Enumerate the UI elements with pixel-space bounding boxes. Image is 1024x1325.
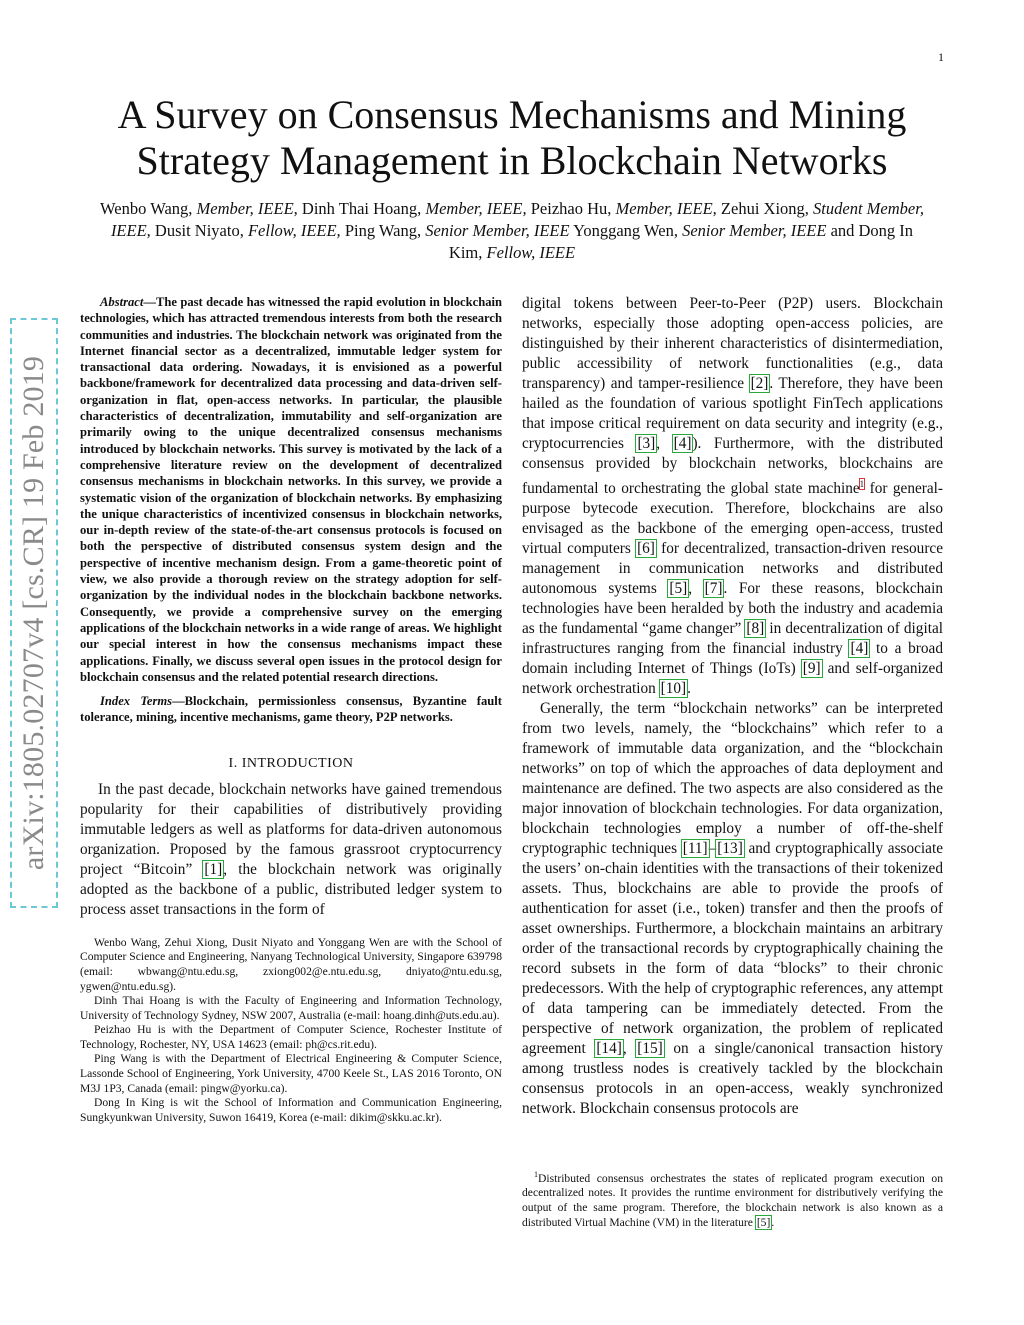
author-name: Ping Wang, [344,221,422,240]
body-text: for decentralized, transaction-driven resource management in communication networks and distributed autonomous systems [522,540,943,598]
author-name: Dinh Thai Hoang, [301,199,422,218]
intro-paragraph [80,780,502,920]
body-text: Generally, the term “blockchain networks” can be interpreted from two levels, namely, the “blockchains” which refer to a framework of immutable data organization, and the “blockchain networks” on top of which the approaches of data deployment and maintenance are defined. The two aspects are also considered as the major innovation of blockchain technologies. For data organization, blockchain technologies employ a number of off-the-shelf cryptographic techniques [522,700,943,858]
citation-link[interactable]: [4] [850,640,869,658]
author-name: and Dong In Kim, [448,221,914,262]
author-affiliations [80,936,502,1126]
citation-link[interactable]: [9] [802,660,821,678]
citation-link[interactable]: [7] [704,580,723,598]
right-column [522,294,943,1119]
footnote-mark: 1 [534,1170,538,1179]
section-heading-introduction: I. INTRODUCTION [228,755,354,771]
author-list [100,198,924,264]
intro-text: In the past decade, blockchain networks have gained tremendous popularity for their capabilities of distributively providing immutable ledgers as well as platforms for data-driven autonomous organization. Proposed by the famous grassroot cryptocurrency project “Bitcoin” [80,780,502,878]
citation-link[interactable]: [13] [717,840,743,858]
author-role: Student Member, IEEE, [110,199,924,240]
author-role: Senior Member, IEEE [682,221,827,240]
body-text: . For these reasons, blockchain technologies have been heralded by both the industry and academia as the fundamental “game changer” [522,580,943,638]
left-column [80,294,502,1125]
citation-link[interactable]: [5] [669,580,688,598]
author-name: Wenbo Wang, [100,199,193,218]
author-name: Yonggang Wen, [573,221,678,240]
body-text: , [656,435,673,452]
citation-link[interactable]: [10] [660,680,687,698]
arxiv-identifier-stamp[interactable] [10,318,58,908]
body-text: . Therefore, they have been hailed as the foundation of various spotlight FinTech applications that impose critical requirement on data security and integrity (e.g., cryptocurrencies [522,375,943,452]
author-role: Senior Member, IEEE [425,221,570,240]
citation-link[interactable]: [1] [204,860,223,878]
body-text: to a broad domain including Internet of Things (IoTs) [522,640,943,678]
body-text: on a single/canonical transaction history among trustless nodes is creatively tackled by the blockchain consensus protocols in an open-access, weakly synchronized network. Blockchain consensus protocols are [522,1040,943,1118]
citation-link[interactable]: [5] [756,1215,771,1229]
citation-link[interactable]: [2] [750,375,769,392]
citation-link[interactable]: [3] [637,435,656,452]
affiliation-note: Peizhao Hu is with the Department of Computer Science, Rochester Institute of Technology, Rochester, NY, USA 14623 (email: ph@cs.rit.edu). [80,1023,502,1051]
body-text: ). Furthermore, with the distributed consensus provided by blockchain networks, blockchains are fundamental to orchestrating the global state machine [522,435,943,498]
footnote-body: Distributed consensus orchestrates the states of replicated program execution on decentralized notes. It provides the runtime environment for distributively verifying the output of the same program. Therefore, the blockchain network is also known as a distributed Virtual Machine (VM) in the literature [522,1171,943,1229]
affiliation-note: Dong In King is wit the School of Information and Communication Engineering, Sungkyunkwan University, Suwon 16419, Korea (e-mail: dikim@skku.ac.kr). [80,1096,502,1124]
author-name: Zehui Xiong, [720,199,809,218]
index-terms [80,693,502,726]
author-role: Member, IEEE, [196,199,298,218]
author-role: Fellow, IEEE, [247,221,341,240]
body-text: in decentralization of digital infrastructures ranging from the financial industry [522,620,943,658]
body-text: and self-organized network orchestration [522,660,943,698]
body-text: – [708,840,717,858]
arxiv-identifier-text: arXiv:1805.02707v4 [cs.CR] 19 Feb 2019 [17,355,50,871]
author-role: Fellow, IEEE [486,243,576,262]
abstract-text: —The past decade has witnessed the rapid evolution in blockchain technologies, which has attracted tremendous interests from both the research communities and industries. The blockchain network was originated from the Internet financial sector as a decentralized, immutable ledger system for transactional data ordering. Nowadays, it is envisioned as a powerful backbone/framework for decentralized data processing and data-driven self-organization in flat, open-access networks. In particular, the plausible characteristics of decentralization, immutability and self-organization are primarily owing to the unique decentralized consensus mechanisms introduced by blockchain networks. This survey is motivated by the lack of a comprehensive literature review on the development of decentralized consensus mechanisms in blockchain networks. In this survey, we provide a systematic vision of the organization of blockchain networks. By emphasizing the unique characteristics of incentivized consensus in blockchain networks, our in-depth review of the state-of-the-art consensus protocols is focused on both the perspective of distributed consensus system design and the perspective of incentive mechanism design. From a game-theoretic point of view, we also provide a thorough review on the strategy adoption for self-organization by the individual nodes in the blockchain backbone networks. Consequently, we provide a comprehensive survey on the emerging applications of the blockchain networks in a wide range of areas. We highlight our special interest in how the consensus mechanisms impact these applications. Finally, we discuss several open issues in the protocol design for blockchain consensus and the related potential research directions. [80,295,502,684]
index-terms-label: Index Terms [100,694,173,709]
body-text: and cryptographically associate the users’ on-chain identities with the transactions of their tokenized assets. Thus, blockchains are able to provide the proofs of authentication for asset (i.e., token) transfer and then the proofs of asset ownerships. Furthermore, a blockchain maintains an arbitrary order of the transactional records by cryptographically chaining the record subsets in the form of data “blocks” to their chronic predecessors. With the help of cryptographic references, any attempt of data tampering can be immediately detected. From the perspective of network organization, the problem of replicated agreement [522,840,944,1058]
citation-link[interactable]: [11] [682,840,708,858]
affiliation-note: Dinh Thai Hoang is with the Faculty of Engineering and Information Technology, University of Technology Sydney, NSW 2007, Australia (e-mail: hoang.dinh@uts.edu.au). [80,994,502,1022]
abstract-label: Abstract [100,295,144,309]
body-text: digital tokens between Peer-to-Peer (P2P) users. Blockchain networks, especially those adopting open-access policies, are distinguished by their inherent characteristics of disintermediation, public accessibility of network functionalities (e.g., data transparency) and tamper-resilience [522,295,943,392]
author-role: Member, IEEE, [425,199,527,218]
author-name: Peizhao Hu, [530,199,612,218]
citation-link[interactable]: [6] [637,540,655,558]
body-paragraph [522,294,943,699]
intro-text: , the blockchain network was originally adopted as the backbone of a public, distributed ledger system to process asset transactions in the form of [80,860,502,918]
body-text: for general-purpose bytecode execution. Therefore, blockchains are also envisaged as the backbone of the emerging open-access, trusted virtual computers [522,480,944,558]
page-number: 1 [938,50,944,64]
footnote-text [522,1168,943,1230]
index-terms-text: —Blockchain, permissionless consensus, Byzantine fault tolerance, mining, incentive mechanisms, game theory, P2P networks. [80,694,502,725]
citation-link[interactable]: [4] [673,435,692,452]
author-name: Dusit Niyato, [154,221,244,240]
footnote-body: . [771,1215,775,1229]
body-text: , [688,580,704,598]
footnote-link[interactable]: 1 [859,479,865,489]
citation-link[interactable]: [14] [596,1040,622,1058]
author-role: Member, IEEE, [615,199,717,218]
body-text: , [622,1040,637,1058]
citation-link[interactable]: [15] [637,1040,663,1058]
citation-link[interactable]: [8] [746,620,765,638]
body-text: . [687,680,691,698]
paper-title: A Survey on Consensus Mechanisms and Mining Strategy Management in Blockchain Networks [117,92,907,183]
body-paragraph [522,699,943,1119]
affiliation-note: Ping Wang is with the Department of Electrical Engineering & Computer Science, Lassonde School of Engineering, York University, 4700 Keele St., LAS 2016 Toronto, ON M3J 1P3, Canada (email: pingw@yorku.ca). [80,1052,502,1095]
footnote [522,1168,943,1230]
abstract [80,294,502,685]
affiliation-note: Wenbo Wang, Zehui Xiong, Dusit Niyato and Yonggang Wen are with the School of Computer Science and Engineering, Nanyang Technological University, Singapore 639798 (email: wbwang@ntu.edu.sg, zxiong002@e.ntu.edu.sg, dniyato@ntu.edu.sg, ygwen@ntu.edu.sg). [80,935,502,993]
